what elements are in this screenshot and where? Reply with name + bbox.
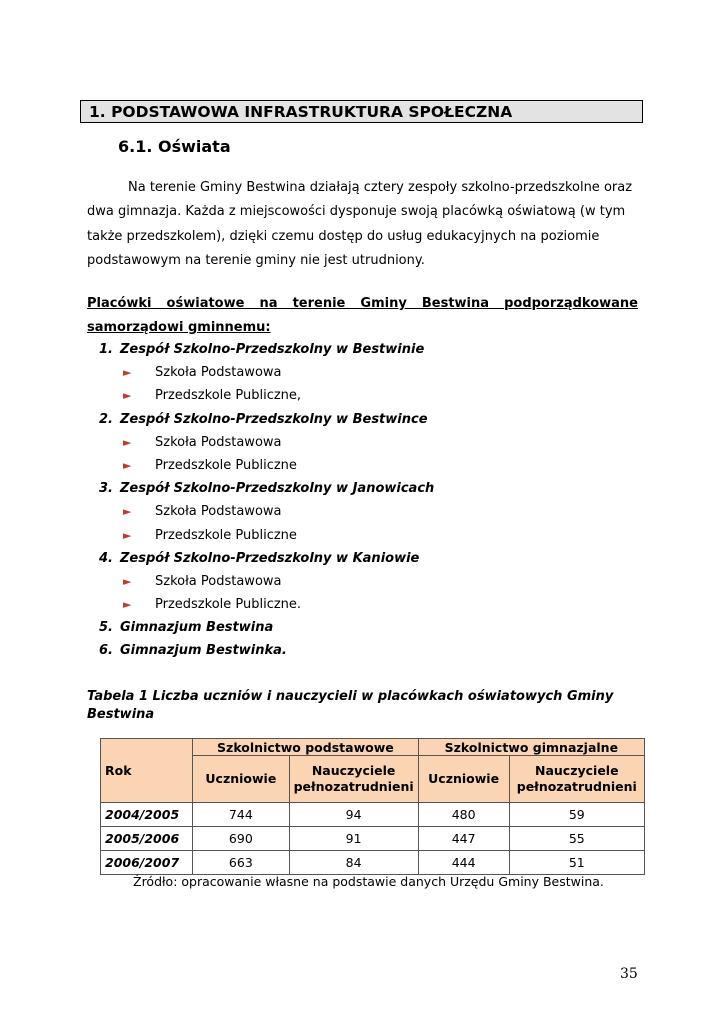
list-item (99, 477, 639, 500)
institutions-list (99, 338, 639, 663)
triangle-bullet-icon: ► (123, 366, 132, 380)
header-group-primary: Szkolnictwo podstawowe (193, 739, 419, 756)
cell-primary-students: 663 (193, 851, 289, 875)
intro-line: podstawowym na terenie gminy nie jest utrudniony. (87, 252, 425, 268)
triangle-bullet-icon: ► (123, 505, 132, 519)
header-students: Uczniowie (193, 756, 289, 803)
row-year: 2004/2005 (101, 803, 193, 827)
subheading-line: samorządowi gminnemu: (87, 320, 271, 335)
sub-item-label: Przedszkole Publiczne (155, 527, 297, 543)
cell-gym-students: 447 (418, 827, 509, 851)
item-name: Zespół Szkolno-Przedszkolny w Bestwince (120, 411, 428, 427)
caption-line: Tabela 1 Liczba uczniów i nauczycieli w placówkach oświatowych Gminy (87, 689, 614, 704)
item-number: 6. (99, 643, 113, 659)
intro-line: Na terenie Gminy Bestwina działają cztery zespoły szkolno-przedszkolne oraz (128, 180, 633, 195)
sub-item-label: Szkoła Podstawowa (155, 365, 282, 381)
sub-item (99, 593, 639, 616)
header-group-gymnasium: Szkolnictwo gimnazjalne (418, 739, 644, 756)
header-students: Uczniowie (418, 756, 509, 803)
table-row (101, 851, 645, 875)
row-year: 2006/2007 (101, 851, 193, 875)
sub-item-label: Szkoła Podstawowa (155, 573, 282, 589)
item-number: 5. (99, 620, 113, 636)
intro-paragraph (87, 176, 638, 273)
item-name: Zespół Szkolno-Przedszkolny w Janowicach (120, 481, 435, 497)
cell-gym-students: 480 (418, 803, 509, 827)
header-teachers-line: pełnozatrudnieni (293, 779, 414, 794)
header-teachers-line: Nauczyciele (311, 763, 396, 778)
header-teachers (509, 756, 644, 803)
cell-primary-teachers: 84 (289, 851, 418, 875)
triangle-bullet-icon: ► (123, 528, 132, 542)
triangle-bullet-icon: ► (123, 435, 132, 449)
triangle-bullet-icon: ► (123, 574, 132, 588)
item-number: 2. (99, 411, 113, 427)
sub-item-label: Przedszkole Publiczne. (155, 597, 302, 613)
subheading-line: Placówki oświatowe na terenie Gminy Bestwina podporządkowane (87, 296, 638, 311)
item-number: 3. (99, 481, 113, 497)
header-teachers (289, 756, 418, 803)
sub-item (99, 570, 639, 593)
sub-item (99, 524, 639, 547)
sub-item (99, 500, 639, 523)
item-name: Zespół Szkolno-Przedszkolny w Kaniowie (120, 550, 420, 566)
cell-primary-teachers: 94 (289, 803, 418, 827)
cell-gym-teachers: 59 (509, 803, 644, 827)
sub-item-label: Szkoła Podstawowa (155, 504, 282, 520)
header-rok: Rok (101, 739, 193, 803)
cell-primary-students: 690 (193, 827, 289, 851)
list-item (99, 338, 639, 361)
institutions-subheading (87, 292, 638, 340)
table-source: Źródło: opracowanie własne na podstawie danych Urzędu Gminy Bestwina. (133, 874, 604, 889)
section-title: 6.1. Oświata (118, 137, 231, 156)
item-name: Zespół Szkolno-Przedszkolny w Bestwinie (120, 342, 425, 357)
item-number: 1. (99, 342, 113, 357)
item-number: 4. (99, 550, 113, 566)
table-row (101, 827, 645, 851)
cell-gym-students: 444 (418, 851, 509, 875)
triangle-bullet-icon: ► (123, 389, 132, 403)
list-item (99, 547, 639, 570)
students-teachers-table (100, 738, 645, 875)
cell-primary-teachers: 91 (289, 827, 418, 851)
table-caption (87, 688, 647, 724)
sub-item (99, 384, 639, 407)
sub-item (99, 431, 639, 454)
header-teachers-line: Nauczyciele (535, 763, 619, 778)
list-item (99, 639, 639, 662)
cell-gym-teachers: 51 (509, 851, 644, 875)
cell-primary-students: 744 (193, 803, 289, 827)
sub-item-label: Szkoła Podstawowa (155, 434, 282, 450)
triangle-bullet-icon: ► (123, 598, 132, 612)
triangle-bullet-icon: ► (123, 458, 132, 472)
item-name: Gimnazjum Bestwinka. (120, 643, 287, 659)
intro-line: także przedszkolem), dzięki czemu dostęp do usług edukacyjnych na poziomie (87, 228, 600, 244)
chapter-heading: 1. PODSTAWOWA INFRASTRUKTURA SPOŁECZNA (80, 100, 643, 123)
list-item (99, 408, 639, 431)
header-teachers-line: pełnozatrudnieni (516, 779, 637, 794)
sub-item (99, 361, 639, 384)
item-name: Gimnazjum Bestwina (120, 620, 274, 636)
sub-item (99, 454, 639, 477)
sub-item-label: Przedszkole Publiczne (155, 457, 297, 473)
row-year: 2005/2006 (101, 827, 193, 851)
caption-line: Bestwina (87, 707, 155, 722)
list-item (99, 616, 639, 639)
sub-item-label: Przedszkole Publiczne, (155, 388, 302, 404)
cell-gym-teachers: 55 (509, 827, 644, 851)
page-number: 35 (620, 966, 638, 982)
table-row (101, 803, 645, 827)
intro-line: dwa gimnazja. Każda z miejscowości dysponuje swoją placówką oświatową (w tym (87, 204, 626, 220)
